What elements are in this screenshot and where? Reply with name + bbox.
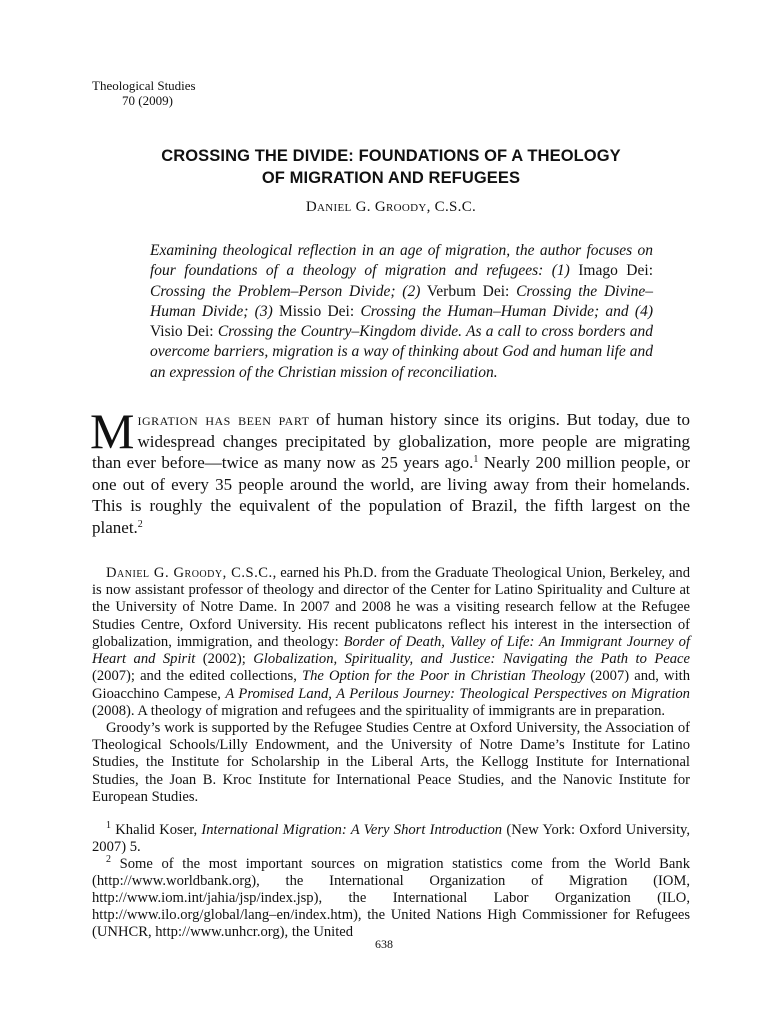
bio-text: , earned his Ph.D. from the Graduate Theological Union, Berkeley, and is now assistant professor of theology and director of the Center for Latino Spirituality and Culture at the University of Notre Dame. In 2007 and 2008 he was a visiting research fellow at the Refugee Studies Centre, Oxford University. His recent publicatons reflect his interest in the intersection of globalization, immigration, and theology: <box>92 565 690 650</box>
abstract-text: Crossing the Country–Kingdom divide. As a call to cross borders and overcome barriers, migration is a way of thinking about God and human life and an expression of the Christian mission of reconciliation. <box>150 323 653 381</box>
abstract-number: (1) <box>551 262 570 280</box>
bio-text: (2007); and the edited collections, <box>92 668 302 685</box>
abstract <box>92 241 690 383</box>
intro-paragraph <box>90 403 691 538</box>
footnote-1 <box>92 819 690 856</box>
running-header <box>92 78 690 108</box>
abstract-text: Crossing the Divine–Human Divide; <box>150 282 654 320</box>
book-title: International Migration: A Very Short Introduction <box>201 821 503 838</box>
article-title-line-2: OF MIGRATION AND REFUGEES <box>261 169 521 187</box>
drop-cap: M <box>90 403 135 460</box>
abstract-keyword: Verbum Dei: <box>420 282 517 300</box>
abstract-text: Crossing the Human–Human Divide; and <box>360 302 635 320</box>
journal-name: Theological Studies <box>92 78 196 93</box>
book-title: The Option for the Poor in Christian Theology <box>301 668 586 685</box>
book-title: Globalization, Spirituality, and Justice: Navigating the Path to Peace <box>253 651 691 668</box>
footnote-number: 1 <box>106 819 111 831</box>
intro-text: Nearly 200 million people, or one out of every 35 people around the world, are living away from their homelands. This is roughly the equivalent of the population of Brazil, the fifth largest on the planet. <box>92 453 691 537</box>
article-title-line-1: CROSSING THE DIVIDE: FOUNDATIONS OF A THEOLOGY <box>161 147 621 165</box>
author-bio <box>92 565 690 806</box>
abstract-number: (2) <box>402 282 421 300</box>
abstract-text: Crossing the Problem–Person Divide; <box>150 282 403 300</box>
abstract-keyword: Imago Dei: <box>569 262 653 280</box>
page <box>92 78 690 941</box>
article-title <box>92 145 690 189</box>
author-name: Daniel G. Groody, C.S.C. <box>305 199 477 215</box>
intro-small-caps: igration has been part <box>137 410 310 430</box>
journal-volume: 70 (2009) <box>122 93 173 108</box>
abstract-text: Examining theological reflection in an age of migration, the author focuses on four foundations of a theology of migration and refugees: <box>150 242 653 280</box>
abstract-keyword: Visio Dei: <box>150 323 218 341</box>
footnote-text: (New York: Oxford University, 2007) 5. <box>92 821 690 855</box>
footnote-ref[interactable]: 2 <box>137 518 143 530</box>
book-title: A Promised Land, A Perilous Journey: Theological Perspectives on Migration <box>225 685 690 702</box>
abstract-number: (4) <box>634 302 653 320</box>
footnote-text: Some of the most important sources on migration statistics come from the World Bank (http://www.worldbank.org), the International Organization of Migration (IOM, http://www.iom.int/jahia/jsp/index.jsp), the International Labor Organization (ILO, http://www.ilo.org/global/lang–en/index.htm), the United Nations High Commissioner for Refugees (UNHCR, http://www.unhcr.org), the United <box>92 855 690 940</box>
bio-author-name: Daniel G. Groody, C.S.C. <box>106 565 273 582</box>
bio-paragraph: Groody’s work is supported by the Refugee Studies Centre at Oxford University, the Association of Theological Schools/Lilly Endowment, and the University of Notre Dame’s Institute for Latino Studies, the Institute for Scholarship in the Liberal Arts, the Kellogg Institute for International Studies, the Joan B. Kroc Institute for International Peace Studies, and the Nanovic Institute for European Studies. <box>92 719 690 805</box>
bio-text: (2002); <box>195 651 254 668</box>
intro-text: of human history since its origins. But today, due to widespread changes precipitated by globalization, more people are migrating than ever before—twice as many now as 25 years ago. <box>92 410 690 473</box>
bio-text: (2007) and, with Gioacchino Campese, <box>92 668 690 702</box>
footnotes <box>92 819 690 941</box>
abstract-keyword: Missio Dei: <box>272 302 361 320</box>
footnote-2 <box>92 853 690 941</box>
abstract-number: (3) <box>254 302 273 320</box>
footnote-ref[interactable]: 1 <box>473 454 479 466</box>
book-title: Border of Death, Valley of Life: An Immigrant Journey of Heart and Spirit <box>92 633 690 668</box>
bio-text: (2008). A theology of migration and refugees and the spirituality of immigrants are in preparation. <box>92 702 666 719</box>
footnote-text: Khalid Koser, <box>111 821 202 838</box>
page-number: 638 <box>375 937 393 951</box>
footnote-number: 2 <box>106 853 111 865</box>
bio-paragraph <box>92 565 690 720</box>
